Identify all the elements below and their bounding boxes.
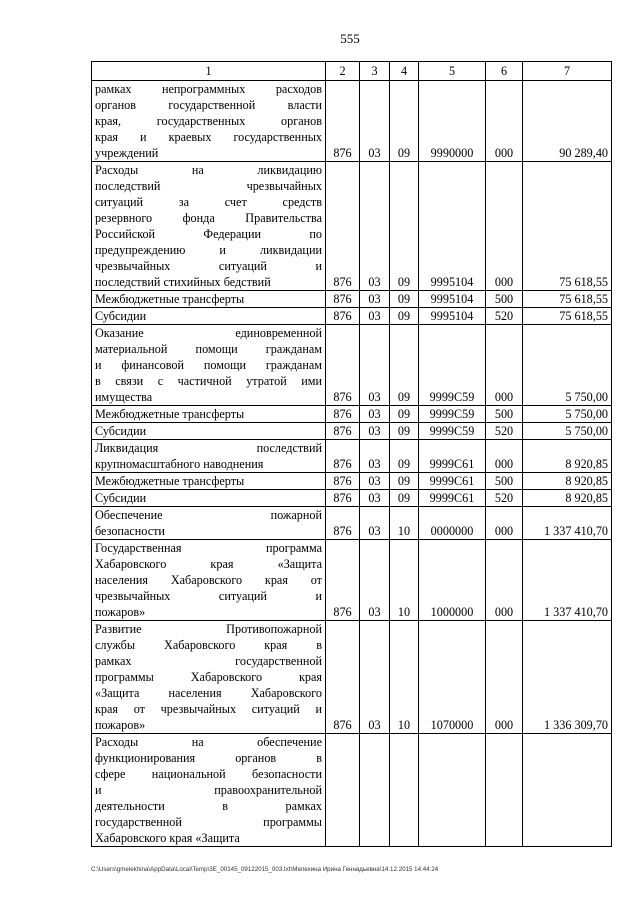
- description-line: Развитие Противопожарной: [95, 622, 322, 636]
- subsection-code: 09: [390, 162, 419, 291]
- section-code: 03: [360, 440, 390, 473]
- description-line: резервного фонда Правительства: [95, 211, 322, 225]
- description-line: сфере национальной безопасности: [95, 767, 322, 781]
- target-article-code: 9995104: [419, 162, 486, 291]
- table-row: [92, 423, 612, 440]
- description-line: Субсидии: [95, 309, 147, 323]
- section-code: 03: [360, 540, 390, 621]
- target-article-code: 1070000: [419, 621, 486, 734]
- header-col-4: 4: [390, 62, 419, 81]
- description-line: учреждений: [95, 146, 159, 160]
- row-description: [92, 734, 326, 847]
- description-line: имущества: [95, 390, 153, 404]
- subsection-code: 09: [390, 473, 419, 490]
- description-line: службы Хабаровского края в: [95, 638, 322, 652]
- table-row: [92, 540, 612, 621]
- description-line: деятельности в рамках: [95, 799, 322, 813]
- expense-type-code: 500: [486, 406, 523, 423]
- description-line: Хабаровского края «Защита: [95, 831, 240, 845]
- section-code: 03: [360, 308, 390, 325]
- ministry-code: 876: [326, 406, 360, 423]
- amount: 75 618,55: [523, 291, 612, 308]
- row-description: [92, 423, 326, 440]
- subsection-code: 09: [390, 308, 419, 325]
- subsection-code: 10: [390, 507, 419, 540]
- expense-type-code: 520: [486, 423, 523, 440]
- row-description: [92, 540, 326, 621]
- amount: 5 750,00: [523, 423, 612, 440]
- target-article-code: 9990000: [419, 81, 486, 162]
- page-number: 555: [340, 31, 360, 46]
- target-article-code: 9999С61: [419, 490, 486, 507]
- row-description: [92, 162, 326, 291]
- subsection-code: 09: [390, 325, 419, 406]
- description-line: программы Хабаровского края: [95, 670, 322, 684]
- header-col-5: 5: [419, 62, 486, 81]
- description-line: края от чрезвычайных ситуаций и: [95, 702, 322, 716]
- row-description: [92, 621, 326, 734]
- description-line: ситуаций за счет средств: [95, 195, 322, 209]
- description-line: государственной программы: [95, 815, 322, 829]
- target-article-code: 9995104: [419, 308, 486, 325]
- section-code: 03: [360, 423, 390, 440]
- ministry-code: 876: [326, 423, 360, 440]
- ministry-code: [326, 734, 360, 847]
- expense-type-code: 500: [486, 291, 523, 308]
- header-col-7: 7: [523, 62, 612, 81]
- description-line: в связи с частичной утратой ими: [95, 374, 322, 388]
- expense-type-code: 000: [486, 325, 523, 406]
- row-description: [92, 440, 326, 473]
- row-description: [92, 81, 326, 162]
- table-row: [92, 308, 612, 325]
- description-line: Оказание единовременной: [95, 326, 322, 340]
- file-path-footer: C:\Users\gmelekhina\AppData\Local\Temp\3E_00145_09122015_003.txt\Мелехина Ирина Геннадьевна\14.12.2015 14:44:24: [91, 866, 439, 873]
- description-line: рамках непрограммных расходов: [95, 82, 322, 96]
- section-code: 03: [360, 507, 390, 540]
- expense-type-code: 000: [486, 621, 523, 734]
- description-line: Субсидии: [95, 491, 147, 505]
- table-row: [92, 734, 612, 847]
- row-description: [92, 507, 326, 540]
- description-line: пожаров»: [95, 718, 146, 732]
- ministry-code: 876: [326, 308, 360, 325]
- subsection-code: 09: [390, 440, 419, 473]
- description-line: края и краевых государственных: [95, 130, 322, 144]
- description-line: Межбюджетные трансферты: [95, 292, 245, 306]
- description-line: предупреждению и ликвидации: [95, 243, 322, 257]
- row-description: [92, 473, 326, 490]
- table-row: [92, 81, 612, 162]
- description-line: пожаров»: [95, 605, 146, 619]
- amount: 8 920,85: [523, 473, 612, 490]
- description-line: Субсидии: [95, 424, 147, 438]
- target-article-code: 9999С59: [419, 406, 486, 423]
- table-row: [92, 325, 612, 406]
- expense-type-code: 000: [486, 440, 523, 473]
- ministry-code: 876: [326, 540, 360, 621]
- expense-type-code: 000: [486, 162, 523, 291]
- description-line: чрезвычайных ситуаций и: [95, 589, 322, 603]
- ministry-code: 876: [326, 162, 360, 291]
- amount: 90 289,40: [523, 81, 612, 162]
- table-row: [92, 473, 612, 490]
- amount: 8 920,85: [523, 490, 612, 507]
- row-description: [92, 291, 326, 308]
- section-code: 03: [360, 490, 390, 507]
- row-description: [92, 308, 326, 325]
- description-line: последствий чрезвычайных: [95, 179, 322, 193]
- budget-table: [91, 61, 612, 847]
- description-line: крупномасштабного наводнения: [95, 457, 264, 471]
- target-article-code: 9999С59: [419, 423, 486, 440]
- description-line: Государственная программа: [95, 541, 322, 555]
- target-article-code: 9999С59: [419, 325, 486, 406]
- subsection-code: 09: [390, 291, 419, 308]
- amount: 75 618,55: [523, 162, 612, 291]
- target-article-code: 9999С61: [419, 473, 486, 490]
- amount: 1 337 410,70: [523, 540, 612, 621]
- table-header-row: [92, 62, 612, 81]
- expense-type-code: 000: [486, 81, 523, 162]
- row-description: [92, 490, 326, 507]
- subsection-code: 09: [390, 490, 419, 507]
- ministry-code: 876: [326, 291, 360, 308]
- section-code: 03: [360, 621, 390, 734]
- amount: 5 750,00: [523, 325, 612, 406]
- amount: 1 336 309,70: [523, 621, 612, 734]
- table-row: [92, 621, 612, 734]
- subsection-code: 10: [390, 621, 419, 734]
- amount: [523, 734, 612, 847]
- table-row: [92, 440, 612, 473]
- section-code: [360, 734, 390, 847]
- description-line: и правоохранительной: [95, 783, 322, 797]
- description-line: Хабаровского края «Защита: [95, 557, 322, 571]
- ministry-code: 876: [326, 440, 360, 473]
- subsection-code: [390, 734, 419, 847]
- expense-type-code: 500: [486, 473, 523, 490]
- amount: 8 920,85: [523, 440, 612, 473]
- table-row: [92, 291, 612, 308]
- subsection-code: 09: [390, 81, 419, 162]
- target-article-code: 9995104: [419, 291, 486, 308]
- ministry-code: 876: [326, 490, 360, 507]
- description-line: функционирования органов в: [95, 751, 322, 765]
- description-line: Российской Федерации по: [95, 227, 322, 241]
- table-row: [92, 507, 612, 540]
- description-line: рамках государственной: [95, 654, 322, 668]
- subsection-code: 09: [390, 406, 419, 423]
- subsection-code: 10: [390, 540, 419, 621]
- description-line: Расходы на обеспечение: [95, 735, 322, 749]
- target-article-code: [419, 734, 486, 847]
- table-row: [92, 162, 612, 291]
- expense-type-code: [486, 734, 523, 847]
- table-row: [92, 490, 612, 507]
- description-line: «Защита населения Хабаровского: [95, 686, 322, 700]
- description-line: Обеспечение пожарной: [95, 508, 322, 522]
- subsection-code: 09: [390, 423, 419, 440]
- description-line: материальной помощи гражданам: [95, 342, 322, 356]
- description-line: края, государственных органов: [95, 114, 322, 128]
- ministry-code: 876: [326, 621, 360, 734]
- ministry-code: 876: [326, 81, 360, 162]
- description-line: Ликвидация последствий: [95, 441, 322, 455]
- ministry-code: 876: [326, 473, 360, 490]
- description-line: Межбюджетные трансферты: [95, 407, 245, 421]
- expense-type-code: 000: [486, 540, 523, 621]
- expense-type-code: 520: [486, 308, 523, 325]
- expense-type-code: 000: [486, 507, 523, 540]
- amount: 5 750,00: [523, 406, 612, 423]
- target-article-code: 0000000: [419, 507, 486, 540]
- description-line: и финансовой помощи гражданам: [95, 358, 322, 372]
- description-line: безопасности: [95, 524, 165, 538]
- header-col-3: 3: [360, 62, 390, 81]
- target-article-code: 9999С61: [419, 440, 486, 473]
- header-col-6: 6: [486, 62, 523, 81]
- ministry-code: 876: [326, 325, 360, 406]
- description-line: населения Хабаровского края от: [95, 573, 322, 587]
- amount: 1 337 410,70: [523, 507, 612, 540]
- ministry-code: 876: [326, 507, 360, 540]
- table-row: [92, 406, 612, 423]
- section-code: 03: [360, 406, 390, 423]
- section-code: 03: [360, 81, 390, 162]
- section-code: 03: [360, 162, 390, 291]
- row-description: [92, 325, 326, 406]
- description-line: чрезвычайных ситуаций и: [95, 259, 322, 273]
- section-code: 03: [360, 325, 390, 406]
- description-line: Расходы на ликвидацию: [95, 163, 322, 177]
- amount: 75 618,55: [523, 308, 612, 325]
- table-body: [92, 81, 612, 847]
- section-code: 03: [360, 291, 390, 308]
- description-line: последствий стихийных бедствий: [95, 275, 271, 289]
- header-col-2: 2: [326, 62, 360, 81]
- description-line: органов государственной власти: [95, 98, 322, 112]
- description-line: Межбюджетные трансферты: [95, 474, 245, 488]
- section-code: 03: [360, 473, 390, 490]
- header-col-1: 1: [92, 62, 326, 81]
- expense-type-code: 520: [486, 490, 523, 507]
- row-description: [92, 406, 326, 423]
- target-article-code: 1000000: [419, 540, 486, 621]
